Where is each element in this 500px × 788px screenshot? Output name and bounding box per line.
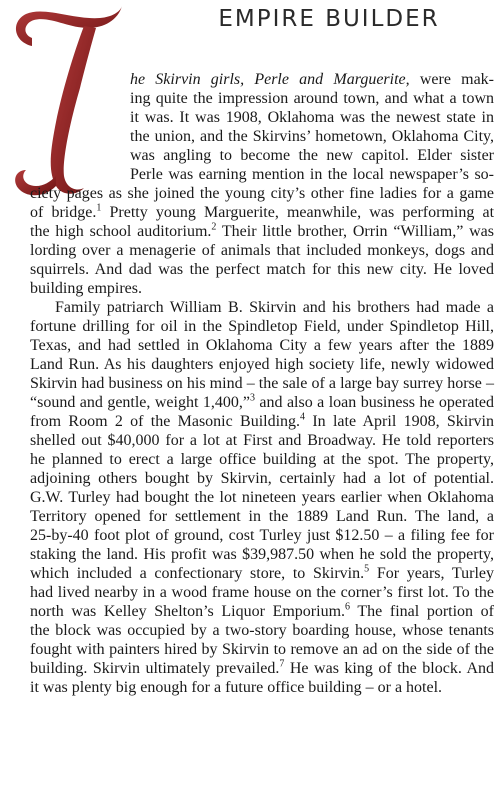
text-line: squirrels. And dad was the perfect match for this new city. He loved — [30, 261, 494, 278]
text-line: fought with painters hired by Skirvin to remove an ad on the side of the — [30, 641, 494, 658]
text-line: building empires. — [30, 280, 142, 297]
text-line: north was Kelley Shelton’s Liquor Emporium.$^6$ The final portion of — [30, 601, 494, 620]
text-line: the union, and the Skirvins’ hometown, Oklahoma City, — [130, 128, 494, 145]
text-line: Skirvin had business on his mind – the sale of a large bay surrey horse – — [30, 375, 494, 392]
text-line: it was. It was 1908, Oklahoma was the newest state in — [130, 109, 494, 126]
text-line: ciety pages as she joined the young city’s other fine ladies for a game — [30, 185, 494, 202]
chapter-title: EMPIRE BUILDER — [218, 6, 440, 32]
footnote-ref: 6 — [345, 601, 351, 613]
text-line: which included a confectionary store, to Skirvin.$^5$ For years, Turley — [30, 563, 495, 582]
text-line: staking the land. His profit was $39,987.50 when he sold the property, — [30, 546, 494, 563]
footnote-ref: 3 — [249, 392, 255, 404]
text-line: the high school auditorium.$^2$ Their little brother, Orrin “William,” was — [30, 221, 494, 240]
text-line: Perle was earning mention in the local newspaper’s so- — [130, 166, 494, 183]
text-line: Family patriarch William B. Skirvin and his brothers had made a — [55, 299, 494, 316]
text-line: 25-by-40 foot plot of ground, cost Turley just $12.50 – a filing fee for — [30, 527, 494, 544]
text-line: Territory opened for settlement in the 1889 Land Run. The land, a — [30, 508, 494, 525]
text-line: he planned to erect a large office building at the spot. The property, — [30, 451, 494, 468]
text-line: of bridge.$^1$ Pretty young Marguerite, meanwhile, was performing at — [30, 202, 495, 221]
text-line: Land Run. As his daughters enjoyed high society life, newly widowed — [30, 356, 494, 373]
text-line: from Room 2 of the Masonic Building.$^4$ In late April 1908, Skirvin — [30, 411, 495, 430]
text-line: ing quite the impression around town, and what a town — [130, 90, 494, 107]
footnote-ref: 4 — [300, 411, 306, 423]
footnote-ref: 5 — [364, 563, 370, 575]
text-line: adjoining others bought by Skirvin, certainly had a lot of potential. — [30, 470, 494, 487]
text-line: building. Skirvin ultimately prevailed.$^7$ He was king of the block. And — [30, 658, 494, 677]
text-line: he Skirvin girls, Perle and Marguerite, were mak- — [130, 71, 494, 88]
text-line: was angling to become the new capitol. Elder sister — [130, 147, 494, 164]
text-line: shelled out $40,000 for a lot at First and Broadway. He told reporters — [30, 432, 494, 449]
lead-in-italic: he Skirvin girls, Perle and Marguerite, — [130, 71, 410, 88]
text-line: G.W. Turley had bought the lot nineteen years earlier when Oklahoma — [30, 489, 494, 506]
footnote-ref: 1 — [96, 202, 102, 214]
text-line: fortune drilling for oil in the Spindletop Field, under Spindletop Hill, — [30, 318, 494, 335]
text-line: the block was occupied by a two-story boarding house, whose tenants — [30, 622, 494, 639]
text-line: “sound and gentle, weight 1,400,”$^3$ and also a loan business he operated — [30, 392, 494, 411]
text-line: lording over a menagerie of animals that included monkeys, dogs and — [30, 242, 494, 259]
footnote-ref: 2 — [211, 221, 217, 233]
text-line: it was plenty big enough for a future office building – or a hotel. — [30, 679, 443, 696]
text-line: had lived nearby in a wood frame house on the corner’s first lot. To the — [30, 584, 494, 601]
footnote-ref: 7 — [279, 658, 285, 670]
text-line: Texas, and had settled in Oklahoma City a few years after the 1889 — [30, 337, 494, 354]
